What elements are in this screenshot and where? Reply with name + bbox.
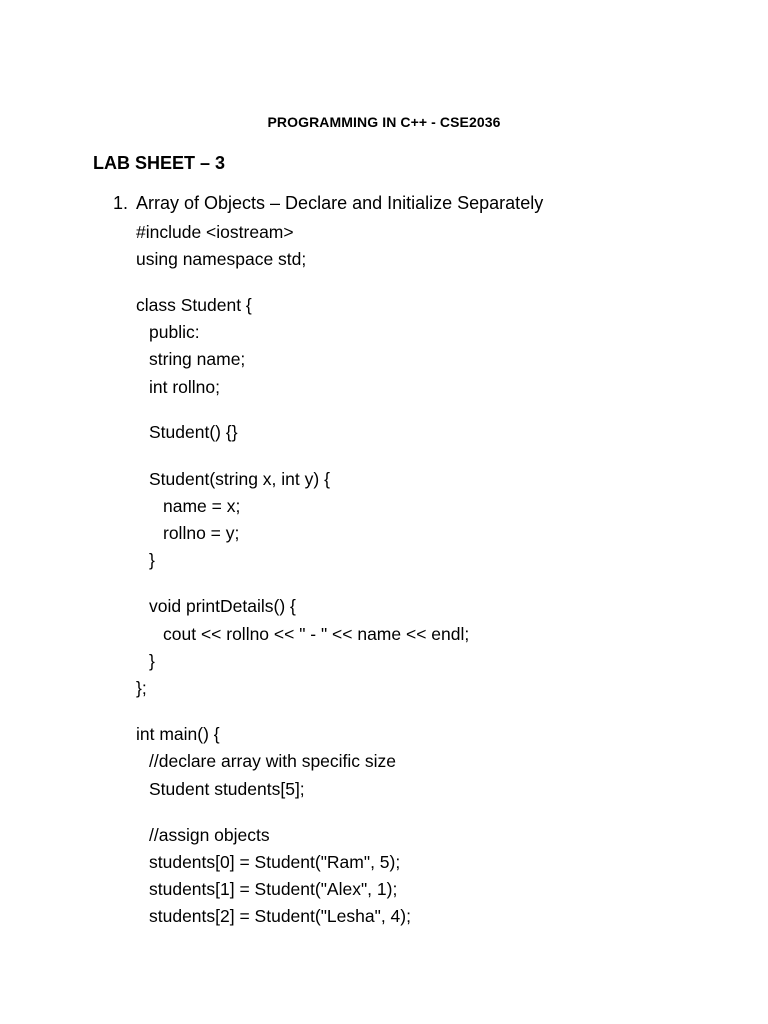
code-line: } [149,651,155,671]
code-line: using namespace std; [136,249,307,269]
code-line: name = x; [163,496,241,516]
code-line: Student(string x, int y) { [149,469,330,489]
lab-sheet-heading: LAB SHEET – 3 [93,153,226,173]
code-line: class Student { [136,295,252,315]
code-line: Student() {} [149,422,238,442]
code-line: int rollno; [149,377,221,397]
code-line: rollno = y; [163,523,240,543]
code-line: //declare array with specific size [149,751,397,771]
code-line: #include <iostream> [136,222,294,242]
code-line: students[2] = Student("Lesha", 4); [149,906,411,926]
code-line: string name; [149,349,246,369]
code-line: }; [136,678,147,698]
code-line: cout << rollno << " - " << name << endl; [163,624,470,644]
code-line: } [149,550,155,570]
list-item-title: Array of Objects – Declare and Initialize Separately [136,193,544,213]
code-line: Student students[5]; [149,779,305,799]
list-item-number: 1. [113,193,129,213]
code-line: void printDetails() { [149,596,296,616]
course-title: PROGRAMMING IN C++ - CSE2036 [267,114,501,130]
code-line: students[0] = Student("Ram", 5); [149,852,401,872]
code-line: int main() { [136,724,220,744]
code-line: students[1] = Student("Alex", 1); [149,879,398,899]
code-line: public: [149,322,200,342]
code-line: //assign objects [149,825,270,845]
